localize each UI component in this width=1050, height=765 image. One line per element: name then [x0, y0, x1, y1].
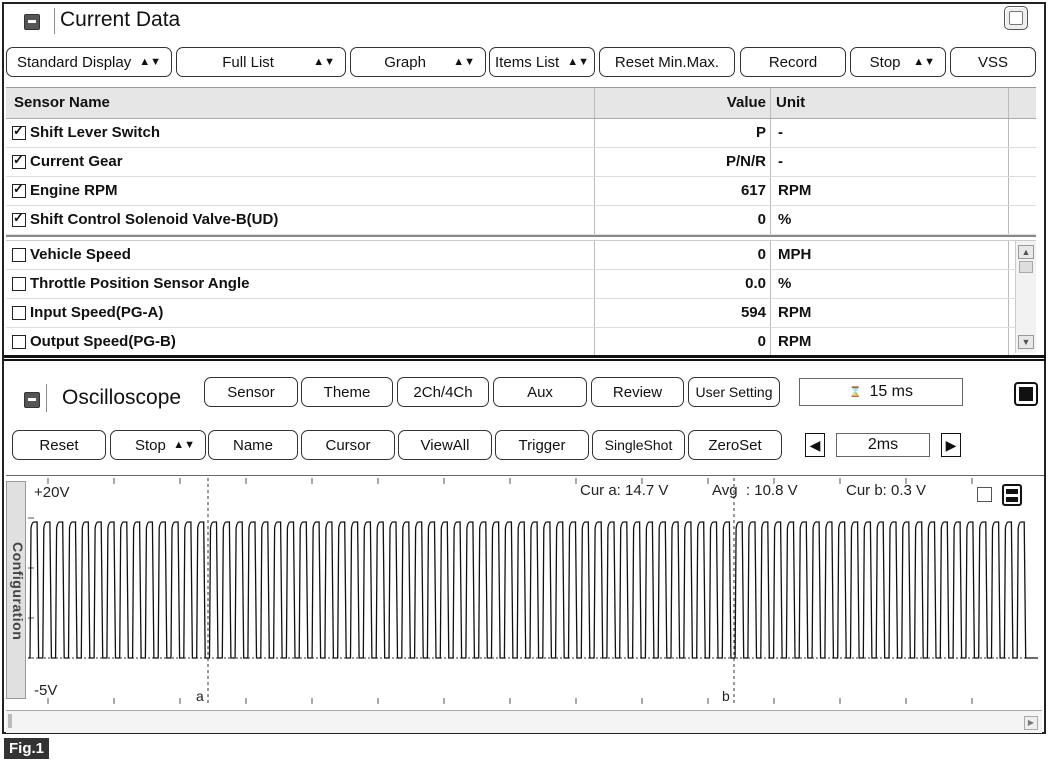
selected-rows — [6, 119, 1036, 235]
panel-splitter[interactable] — [4, 355, 1046, 361]
reset-button[interactable] — [12, 430, 106, 460]
column-separator — [770, 119, 771, 147]
dropdown-arrows-icon: ▲▼ — [453, 56, 475, 68]
sensor-unit: % — [778, 211, 792, 228]
column-separator — [770, 177, 771, 205]
time-display-value: 15 ms — [869, 383, 914, 400]
hourglass-icon: ⌛ — [848, 386, 862, 398]
sensor-name: Shift Lever Switch — [30, 124, 161, 141]
sensor-name: Shift Control Solenoid Valve-B(UD) — [30, 211, 279, 228]
items-list-label: Items List — [495, 53, 560, 71]
sensor-name: Input Speed(PG-A) — [30, 304, 164, 321]
collapse-current-data-button[interactable] — [24, 14, 40, 30]
record-button[interactable] — [740, 47, 846, 77]
column-separator — [1008, 241, 1009, 269]
column-separator — [594, 206, 595, 234]
configuration-tab[interactable] — [6, 481, 26, 699]
column-separator — [1008, 206, 1009, 234]
sensor-name-cell — [12, 182, 118, 199]
vss-label: VSS — [977, 53, 1008, 71]
oscilloscope-window-toggle-icon[interactable] — [1014, 382, 1038, 406]
overlay-checkbox[interactable] — [977, 487, 992, 502]
aux-button[interactable] — [493, 377, 587, 407]
stop-label: Stop — [869, 53, 901, 71]
sensor-button[interactable] — [204, 377, 298, 407]
table-row[interactable] — [6, 177, 1036, 206]
sensor-name: Vehicle Speed — [30, 246, 131, 263]
vss-button[interactable] — [950, 47, 1036, 77]
view-all-label: ViewAll — [420, 436, 470, 454]
graph-label: Graph — [384, 53, 426, 71]
cursor-b-label: b — [722, 688, 730, 704]
column-separator — [594, 241, 595, 269]
right-arrow-icon: ▶ — [945, 436, 957, 453]
column-separator — [594, 299, 595, 327]
scroll-down-icon[interactable]: ▼ — [1018, 335, 1034, 349]
column-separator — [594, 148, 595, 176]
value-header[interactable]: Value — [726, 94, 766, 111]
column-separator — [594, 177, 595, 205]
column-separator — [1008, 299, 1009, 327]
standard-display-dropdown[interactable] — [6, 47, 172, 77]
sensor-name-cell — [12, 211, 278, 228]
sensor-value: P — [755, 124, 766, 141]
sensor-unit: RPM — [778, 333, 812, 350]
sensor-name-cell — [12, 275, 249, 292]
name-button[interactable] — [208, 430, 298, 460]
user-setting-button[interactable] — [688, 377, 780, 407]
table-row[interactable] — [6, 328, 1036, 357]
aux-button-label: Aux — [527, 383, 553, 401]
scroll-right-icon[interactable]: ▶ — [1024, 716, 1038, 730]
current-data-toolbar — [6, 45, 1038, 81]
cursor-a-label: a — [196, 688, 204, 704]
current-data-title: Current Data — [60, 8, 181, 31]
left-arrow-icon: ◀ — [809, 436, 821, 453]
column-separator — [1008, 119, 1009, 147]
zoom-increase-button[interactable] — [941, 433, 961, 457]
column-separator — [770, 148, 771, 176]
items-list-dropdown[interactable] — [489, 47, 595, 77]
column-separator — [770, 299, 771, 327]
restore-window-button[interactable] — [1004, 6, 1028, 30]
other-rows — [6, 241, 1036, 357]
reset-button-label: Reset — [39, 436, 79, 454]
sensor-name-cell — [12, 333, 176, 350]
column-separator — [1008, 148, 1009, 176]
sensor-name-cell — [12, 124, 160, 141]
standard-display-label: Standard Display — [16, 53, 132, 71]
sensor-unit: - — [778, 153, 783, 170]
time-scale-display — [836, 433, 930, 457]
table-row[interactable] — [6, 148, 1036, 177]
zero-set-button[interactable] — [688, 430, 782, 460]
table-vertical-scrollbar[interactable] — [1015, 241, 1036, 353]
sensor-name-cell — [12, 304, 163, 321]
column-separator — [770, 206, 771, 234]
row-checkbox[interactable] — [12, 213, 26, 227]
sensor-value: 0 — [757, 333, 766, 350]
scroll-thumb[interactable] — [8, 714, 12, 728]
row-checkbox[interactable] — [12, 277, 26, 291]
sensor-name-cell — [12, 246, 131, 263]
reset-min-max-label: Reset Min.Max. — [614, 53, 720, 71]
dropdown-arrows-icon: ▲▼ — [567, 56, 589, 68]
column-separator — [1008, 328, 1009, 356]
time-scale-value: 2ms — [867, 436, 899, 453]
split-view-icon[interactable] — [1002, 484, 1022, 506]
stop-dropdown[interactable] — [850, 47, 946, 77]
row-checkbox[interactable] — [12, 155, 26, 169]
row-checkbox[interactable] — [12, 335, 26, 349]
dropdown-arrows-icon: ▲▼ — [313, 56, 335, 68]
user-setting-label: User Setting — [695, 384, 773, 400]
row-checkbox[interactable] — [12, 126, 26, 140]
full-list-dropdown[interactable] — [176, 47, 346, 77]
table-row[interactable] — [6, 119, 1036, 148]
sensor-unit: - — [778, 124, 783, 141]
oscilloscope-title: Oscilloscope — [62, 386, 182, 409]
reset-min-max-button[interactable] — [599, 47, 735, 77]
sensor-name: Output Speed(PG-B) — [30, 333, 176, 350]
trigger-button[interactable] — [495, 430, 589, 460]
oscilloscope-horizontal-scrollbar[interactable] — [6, 710, 1042, 733]
graph-dropdown[interactable] — [350, 47, 486, 77]
column-separator — [594, 270, 595, 298]
column-separator — [594, 88, 595, 118]
sensor-name-header[interactable]: Sensor Name — [14, 94, 110, 111]
column-separator — [770, 270, 771, 298]
scroll-up-icon[interactable]: ▲ — [1018, 245, 1034, 259]
sensor-unit: RPM — [778, 182, 812, 199]
view-all-button[interactable] — [398, 430, 492, 460]
y-max-label: +20V — [34, 484, 70, 501]
column-separator — [1008, 177, 1009, 205]
sensor-value: 0 — [757, 211, 766, 228]
row-checkbox[interactable] — [12, 184, 26, 198]
unit-header[interactable]: Unit — [776, 94, 806, 111]
table-row[interactable] — [6, 241, 1036, 270]
table-row[interactable] — [6, 270, 1036, 299]
column-separator — [770, 88, 771, 118]
row-checkbox[interactable] — [12, 306, 26, 320]
review-button-label: Review — [612, 383, 663, 401]
header-divider — [54, 8, 55, 34]
waveform-plot[interactable] — [28, 478, 1038, 706]
collapse-oscilloscope-button[interactable] — [24, 392, 40, 408]
average-readout: Avg : 10.8 V — [712, 482, 798, 499]
table-header — [6, 88, 1036, 119]
dropdown-arrows-icon: ▲▼ — [139, 56, 161, 68]
sensor-value: 594 — [740, 304, 766, 321]
column-separator — [1008, 270, 1009, 298]
sensor-name: Current Gear — [30, 153, 123, 170]
zero-set-label: ZeroSet — [708, 436, 762, 454]
column-separator — [1008, 88, 1009, 118]
y-min-label: -5V — [34, 682, 58, 699]
sensor-name: Engine RPM — [30, 182, 118, 199]
time-per-division-display — [799, 378, 963, 406]
scope-stop-label: Stop — [135, 436, 166, 454]
cursor-a-readout: Cur a: 14.7 V — [580, 482, 669, 499]
sensor-unit: RPM — [778, 304, 812, 321]
single-shot-label: SingleShot — [604, 437, 673, 453]
column-separator — [770, 241, 771, 269]
full-list-label: Full List — [222, 53, 274, 71]
column-separator — [770, 328, 771, 356]
sensor-value: 0 — [757, 246, 766, 263]
row-checkbox[interactable] — [12, 248, 26, 262]
sensor-value: 617 — [740, 182, 766, 199]
table-row[interactable] — [6, 299, 1036, 328]
sensor-unit: % — [778, 275, 792, 292]
sensor-value: P/N/R — [725, 153, 766, 170]
theme-button-label: Theme — [323, 383, 371, 401]
cursor-b-readout: Cur b: 0.3 V — [846, 482, 927, 499]
cursor-button-label: Cursor — [325, 436, 371, 454]
figure-label: Fig.1 — [4, 738, 49, 759]
sensor-value: 0.0 — [745, 275, 766, 292]
oscilloscope-header-divider — [46, 384, 47, 412]
other-rows-container — [6, 241, 1036, 357]
sensor-data-table — [6, 87, 1036, 357]
oscilloscope-display[interactable] — [6, 475, 1044, 706]
scroll-thumb[interactable] — [1019, 261, 1033, 273]
waveform-trace — [28, 522, 1038, 658]
channel-toggle-button[interactable] — [397, 377, 489, 407]
channel-toggle-label: 2Ch/4Ch — [413, 383, 473, 401]
dropdown-arrows-icon: ▲▼ — [173, 439, 195, 451]
current-data-header — [8, 6, 1034, 36]
configuration-tab-label: Configuration — [10, 542, 26, 641]
sensor-unit: MPH — [778, 246, 812, 263]
theme-button[interactable] — [301, 377, 393, 407]
sensor-name-cell — [12, 153, 123, 170]
sensor-button-label: Sensor — [227, 383, 275, 401]
trigger-button-label: Trigger — [518, 436, 566, 454]
cursor-button[interactable] — [301, 430, 395, 460]
scope-stop-dropdown[interactable] — [110, 430, 206, 460]
column-separator — [594, 119, 595, 147]
review-button[interactable] — [591, 377, 684, 407]
dropdown-arrows-icon: ▲▼ — [913, 56, 935, 68]
name-button-label: Name — [232, 436, 273, 454]
table-row[interactable] — [6, 206, 1036, 235]
column-separator — [594, 328, 595, 356]
record-label: Record — [768, 53, 818, 71]
single-shot-button[interactable] — [592, 430, 685, 460]
zoom-decrease-button[interactable] — [805, 433, 825, 457]
sensor-name: Throttle Position Sensor Angle — [30, 275, 250, 292]
